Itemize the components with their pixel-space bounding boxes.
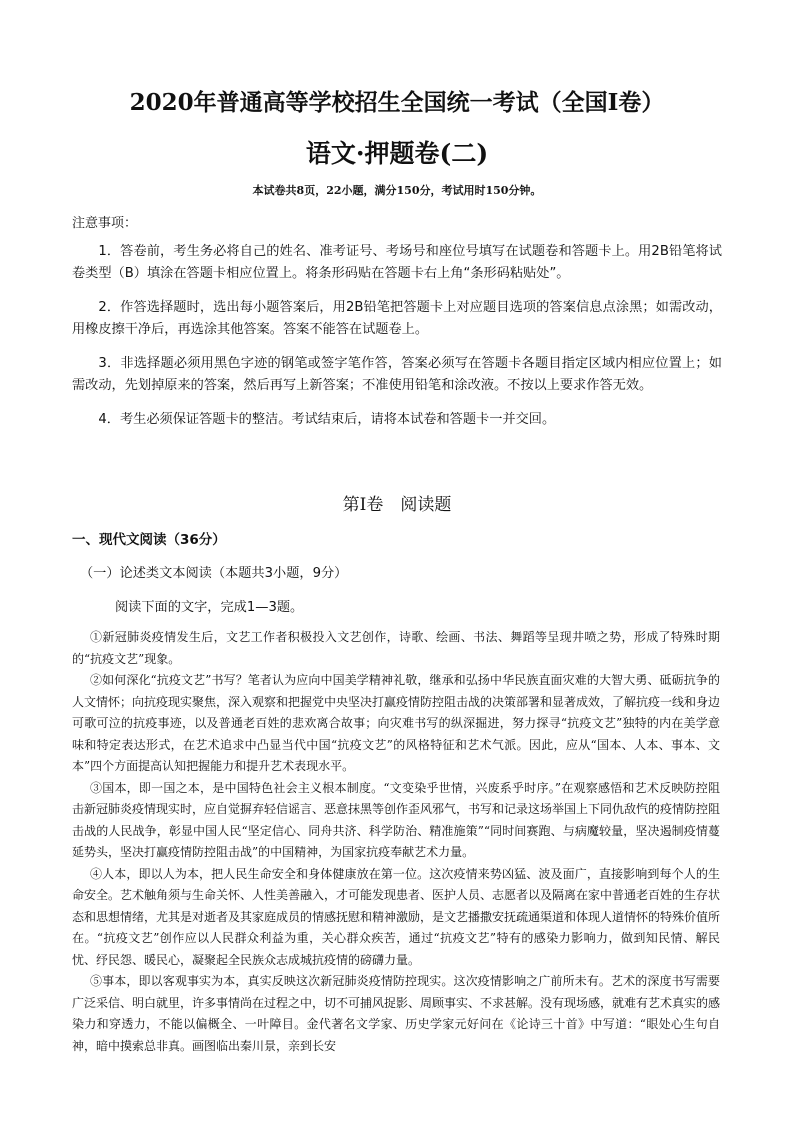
passage-paragraph-5: ⑤事本，即以客观事实为本，真实反映这次新冠肺炎疫情防控现实。这次疫情影响之广前所未有。艺术的深度书写需要广泛采信、明白就里，许多事情尚在过程之中，切不可捕风捉影、周顾事实、不求甚解。没有现场感，就难有艺术真实的感染力和穿透力，不能以偏概全、一叶障目。金代著名文学家、历史学家元好问在《论诗三十首》中写道：“眼处心生句自神，暗中摸索总非真。画图临出秦川景，亲到长安 [72, 974, 721, 1053]
notice-item-2: 2．作答选择题时，选出每小题答案后，用2B铅笔把答题卡上对应题目选项的答案信息点涂黑；如需改动，用橡皮擦干净后，再选涂其他答案。答案不能答在试题卷上。 [72, 300, 722, 337]
reading-passage [72, 627, 720, 1057]
reading-instruction: 阅读下面的文字，完成1—3题。 [115, 600, 304, 615]
sub-title: 语文·押题卷(二) [305, 139, 489, 168]
notice-item-1: 1．答卷前，考生务必将自己的姓名、准考证号、考场号和座位号填写在试题卷和答题卡上。用2B铅笔将试卷类型（B）填涂在答题卡相应位置上。将条形码贴在答题卡右上角“条形码粘贴处”。 [72, 244, 722, 281]
notice-list [72, 241, 722, 443]
part-heading: 一、现代文阅读（36分） [72, 532, 226, 548]
notice-heading: 注意事项： [72, 216, 138, 231]
sub-heading: （一）论述类文本阅读（本题共3小题，9分） [80, 566, 348, 581]
exam-info: 本试卷共8页，22小题，满分150分，考试用时150分钟。 [252, 184, 542, 197]
passage-paragraph-4: ④人本，即以人为本，把人民生命安全和身体健康放在第一位。这次疫情来势凶猛、波及面广，直接影响到每个人的生命安全。艺术触角须与生命关怀、人性美善融入，才可能发现患者、医护人员、志愿者以及隔离在家中普通老百姓的生存状态和思想情绪，尤其是对逝者及其家庭成员的情感抚慰和精神激励，是文艺播撒安抚疏通渠道和体现人道情怀的特殊价值所在。“抗疫文艺”创作应以人民群众利益为重，关心群众疾苦，通过“抗疫文艺”特有的感染力影响力，做到知民情、解民忧、纾民怨、暖民心，凝聚起全民族众志成城抗疫情的磅礴力量。 [72, 866, 721, 967]
notice-item-4: 4．考生必须保证答题卡的整洁。考试结束后，请将本试卷和答题卡一并交回。 [98, 412, 556, 427]
passage-paragraph-1: ①新冠肺炎疫情发生后，文艺工作者积极投入文艺创作，诗歌、绘画、书法、舞蹈等呈现井喷之势，形成了特殊时期的“抗疫文艺”现象。 [72, 630, 720, 666]
notice-item-3: 3．非选择题必须用黑色字迹的钢笔或签字笔作答，答案必须写在答题卡各题目指定区域内相应位置上；如需改动，先划掉原来的答案，然后再写上新答案；不准使用铅笔和涂改液。不按以上要求作答无效。 [72, 356, 722, 393]
passage-paragraph-2: ②如何深化“抗疫文艺”书写？笔者认为应向中国美学精神礼敬，继承和弘扬中华民族直面灾难的大智大勇、砥砺抗争的人文情怀；向抗疫现实聚焦，深入观察和把握党中央坚决打赢疫情防控阻击战的决策部署和显著成效，了解抗疫一线和身边可歌可泣的抗疫事迹，以及普通老百姓的悲欢离合故事；向灾难书写的纵深掘进，努力探寻“抗疫文艺”独特的内在美学意味和特定表达形式，在艺术追求中凸显当代中国“抗疫文艺”的风格特征和艺术气派。因此，应从“国本、人本、事本、文本”四个方面提高认知把握能力和提升艺术表现水平。 [72, 673, 721, 773]
passage-paragraph-3: ③国本，即一国之本，是中国特色社会主义根本制度。“文变染乎世情，兴废系乎时序。”在观察感悟和艺术反映防控阻击新冠肺炎疫情现实时，应自觉摒弃轻信谣言、恶意抹黑等创作歪风邪气，书写和记录这场举国上下同仇敌忾的疫情防控阻击战的人民战争，彰显中国人民“坚定信心、同舟共济、科学防治、精准施策”“同时间赛跑、与病魔较量，坚决遏制疫情蔓延势头，坚决打赢疫情防控阻击战”的中国精神，为国家抗疫奉献艺术力量。 [72, 780, 721, 859]
section-title: 第I卷 阅读题 [342, 495, 452, 515]
main-title: 2020年普通高等学校招生全国统一考试（全国I卷） [129, 89, 665, 116]
